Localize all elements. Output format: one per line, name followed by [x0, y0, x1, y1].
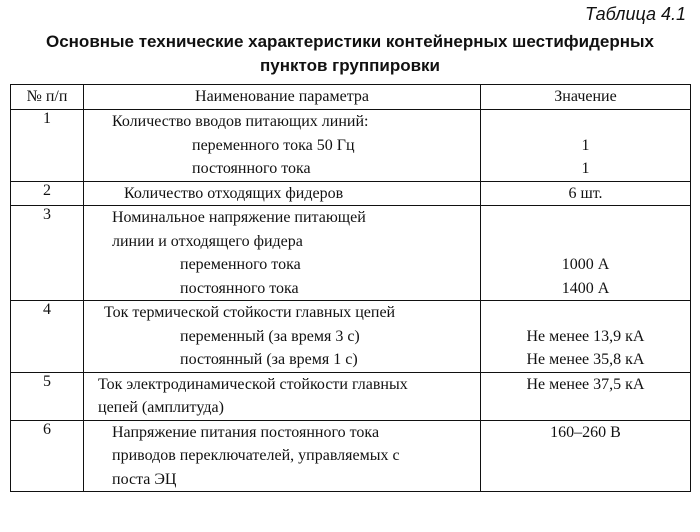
- row-num: 2: [11, 181, 84, 206]
- param-line: Количество отходящих фидеров: [124, 184, 344, 202]
- value-line: [481, 468, 690, 492]
- header-value: Значение: [481, 85, 691, 110]
- row-name: [84, 301, 481, 373]
- value-line: [481, 206, 690, 230]
- value-line: [481, 230, 690, 254]
- row-num: 1: [11, 110, 84, 182]
- value-line: Не менее 13,9 кА: [526, 327, 645, 345]
- row-name: [84, 110, 481, 182]
- value-line: [481, 396, 690, 420]
- row-value: [481, 110, 691, 182]
- table-row: [11, 181, 691, 206]
- table-title: [0, 30, 700, 78]
- row-value: [481, 301, 691, 373]
- row-value: [481, 420, 691, 492]
- param-line: Номинальное напряжение питающей: [112, 209, 366, 226]
- table-row: [11, 301, 691, 373]
- value-line: [481, 301, 690, 325]
- table-title-line-2: пунктов группировки: [259, 56, 441, 75]
- row-name: [84, 372, 481, 420]
- row-value: [481, 181, 691, 206]
- value-line: 1: [581, 160, 590, 177]
- table-title-line-1: Основные технические характеристики контейнерных шестифидерных: [45, 32, 654, 51]
- value-line: [481, 110, 690, 134]
- table-header-row: [11, 85, 691, 110]
- value-line: Не менее 37,5 кА: [526, 375, 645, 393]
- row-num: 6: [11, 420, 84, 492]
- table-row: [11, 110, 691, 182]
- param-line: Количество вводов питающих линий:: [112, 113, 369, 130]
- param-line: переменный (за время 3 с): [180, 327, 360, 345]
- table-number-label: Таблица 4.1: [584, 4, 686, 24]
- table-row: [11, 372, 691, 420]
- row-num: 3: [11, 206, 84, 301]
- value-line: 160–260 В: [550, 423, 621, 441]
- value-line: Не менее 35,8 кА: [526, 351, 645, 368]
- param-line: постоянного тока: [192, 160, 311, 177]
- row-value: [481, 206, 691, 301]
- row-name: [84, 181, 481, 206]
- table-row: [11, 206, 691, 301]
- param-line: Ток электродинамической стойкости главных: [98, 375, 408, 393]
- row-num: 4: [11, 301, 84, 373]
- param-line: поста ЭЦ: [112, 470, 177, 488]
- param-line: приводов переключателей, управляемых с: [112, 447, 400, 464]
- row-value: [481, 372, 691, 420]
- header-num: № п/п: [11, 85, 84, 110]
- header-name: Наименование параметра: [84, 85, 481, 110]
- param-line: постоянный (за время 1 с): [180, 351, 358, 368]
- specifications-table: [10, 84, 691, 492]
- param-line: линии и отходящего фидера: [112, 232, 303, 250]
- value-line: 1000 А: [561, 256, 610, 273]
- row-name: [84, 420, 481, 492]
- param-line: цепей (амплитуда): [98, 399, 224, 416]
- table-row: [11, 420, 691, 492]
- param-line: переменного тока: [180, 256, 301, 273]
- param-line: переменного тока 50 Гц: [192, 136, 355, 154]
- value-line: 1400 А: [561, 279, 610, 297]
- param-line: Ток термической стойкости главных цепей: [104, 304, 396, 321]
- row-num: 5: [11, 372, 84, 420]
- param-line: Напряжение питания постоянного тока: [112, 423, 380, 441]
- param-line: постоянного тока: [180, 279, 299, 297]
- value-line: 6 шт.: [568, 184, 603, 202]
- value-line: 1: [581, 136, 590, 154]
- row-name: [84, 206, 481, 301]
- value-line: [481, 444, 690, 468]
